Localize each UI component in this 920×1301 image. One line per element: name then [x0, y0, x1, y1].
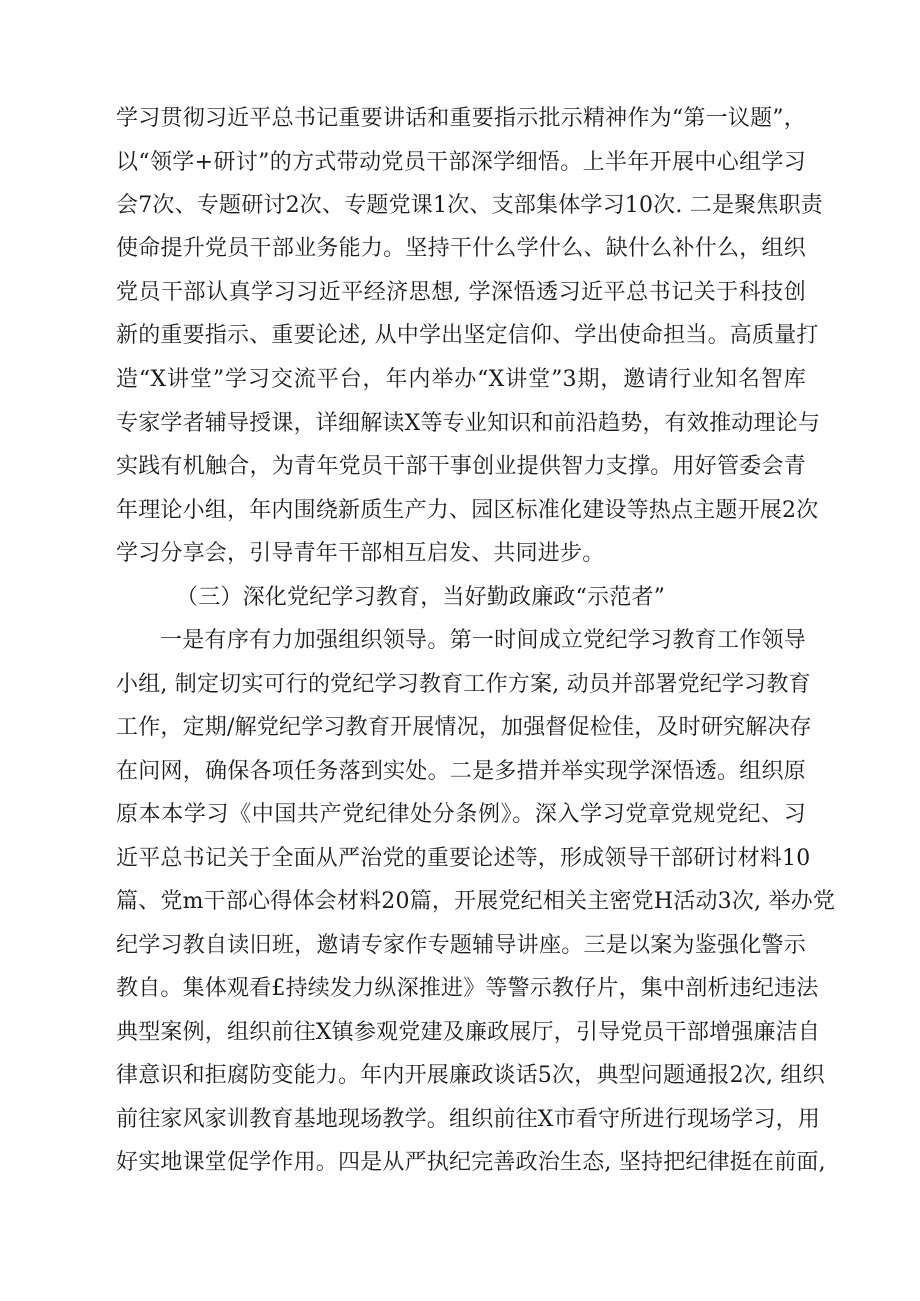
text-line: 学习贯彻习近平总书记重要讲话和重要指示批示精神作为“第一议题”，	[116, 106, 806, 131]
text-line: 学习分享会，引导青年干部相互启发、共同进步。	[116, 541, 605, 566]
text-line: 教自。集体观看£持续发力纵深推进》等警示教仔片，集中剖析违纪违法	[116, 976, 819, 1001]
text-line: 小组, 制定切实可行的党纪学习教育工作方案, 动员并部署党纪学习教育	[116, 672, 811, 697]
text-line: 年理论小组，年内围绕新质生产力、园区标准化建设等热点主题开展2次	[116, 498, 819, 523]
text-line: 专家学者辅导授课，详细解读X等专业知识和前沿趋势，有效推动理论与	[116, 411, 821, 436]
text-line: 篇、党m干部心得体会材料20篇，开展党纪相关主密党H活动3次, 举办党	[116, 889, 836, 914]
text-line: 典型案例，组织前往X镇参观党建及廉政展厅，引导党员干部增强廉洁自	[116, 1020, 821, 1045]
text-line: 实践有机触合，为青年党员干部干事创业提供智力支撑。用好管委会青	[116, 454, 806, 479]
text-line: 前往家风家训教育基地现场教学。组织前往X市看守所进行现场学习，用	[116, 1107, 821, 1132]
section-heading: （三）深化党纪学习教育，当好勤政廉政“示范者”	[176, 585, 666, 610]
text-line: 工作，定期/解党纪学习教育开展情况，加强督促检佳，及时研究解决存	[116, 715, 812, 740]
text-line: 近平总书记关于全面从严治党的重要论述等，形成领导干部研讨材料10	[116, 846, 811, 871]
text-line: 新的重要指示、重要论述, 从中学出坚定信仰、学出使命担当。高质量打	[116, 323, 819, 348]
text-line: 一是有序有力加强组织领导。第一时间成立党纪学习教育工作领导	[160, 628, 806, 653]
text-line: 纪学习教自读旧班，邀请专家作专题辅导讲座。三是以案为鉴强化警示	[116, 933, 806, 958]
text-line: 以“领学+研讨”的方式带动党员干部深学细悟。上半年开展中心组学习	[116, 150, 806, 175]
text-line: 使命提升党员干部业务能力。坚持干什么学什么、缺什么补什么，组织	[116, 236, 806, 261]
text-line: 会7次、专题研讨2次、专题党课1次、支部集体学习10次. 二是聚焦职责	[116, 193, 823, 218]
text-line: 在问网，确保各项任务落到实处。二是多措并举实现学深悟透。组织原	[116, 759, 806, 784]
text-line: 党员干部认真学习习近平经济思想, 学深悟透习近平总书记关于科技创	[116, 280, 806, 305]
text-line: 造“X讲堂”学习交流平台，年内举办“X讲堂”3期，邀请行业知名智库	[116, 367, 806, 392]
text-line: 好实地课堂促学作用。四是从严执纪完善政治生态, 坚持把纪律挺在前面,	[116, 1150, 826, 1175]
text-line: 律意识和拒腐防变能力。年内开展廉政谈话5次，典型问题通报2次, 组织	[116, 1063, 825, 1088]
text-line: 原本本学习《中国共产党纪律处分条例》。深入学习党章党规党纪、习	[116, 802, 806, 827]
